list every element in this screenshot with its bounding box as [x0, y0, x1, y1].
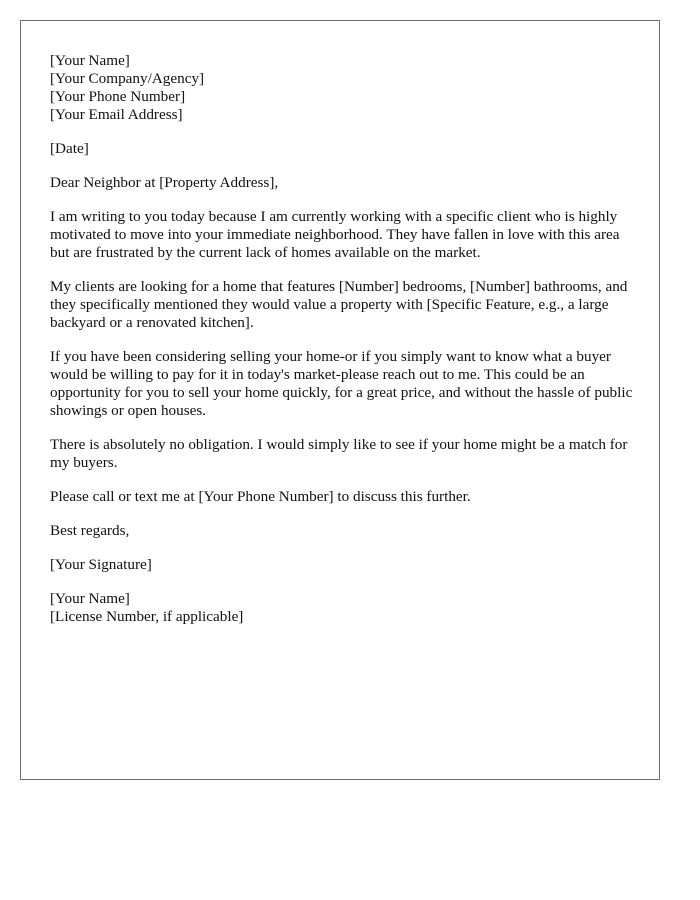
sender-phone: [Your Phone Number] — [50, 88, 186, 105]
footer-name: [Your Name] — [50, 590, 130, 607]
letter-body — [50, 52, 635, 642]
letter-page — [20, 20, 660, 780]
letter-date: [Date] — [50, 140, 89, 157]
salutation-block — [50, 174, 635, 192]
sender-email: [Your Email Address] — [50, 106, 183, 123]
date-line — [50, 140, 635, 158]
sender-company: [Your Company/Agency] — [50, 70, 205, 87]
sender-name: [Your Name] — [50, 52, 130, 69]
body-paragraph-3: If you have been considering selling your home-or if you simply want to know what a buyer would be willing to pay for it in today's market-please reach out to me. This could be an opportunity for you to sell your home quickly, for a great price, and without the hassle of public showings or open houses. — [50, 348, 633, 419]
body-paragraph-2: My clients are looking for a home that features [Number] bedrooms, [Number] bathrooms, and they specifically mentioned they would value a property with [Specific Feature, e.g., a large backyard or a renovated kitchen]. — [50, 278, 628, 331]
signature-block — [50, 556, 635, 574]
closing: Best regards, — [50, 522, 130, 539]
signature: [Your Signature] — [50, 556, 152, 573]
body-paragraph-5: Please call or text me at [Your Phone Number] to discuss this further. — [50, 488, 471, 505]
closing-block — [50, 522, 635, 540]
body-paragraph-1: I am writing to you today because I am currently working with a specific client who is highly motivated to move into your immediate neighborhood. They have fallen in love with this area but are frustrated by the current lack of homes available on the market. — [50, 208, 620, 261]
footer-block — [50, 590, 635, 626]
body-paragraph-4: There is absolutely no obligation. I would simply like to see if your home might be a match for my buyers. — [50, 436, 628, 471]
sender-block — [50, 52, 635, 124]
license-number: [License Number, if applicable] — [50, 608, 244, 625]
salutation: Dear Neighbor at [Property Address], — [50, 174, 279, 191]
